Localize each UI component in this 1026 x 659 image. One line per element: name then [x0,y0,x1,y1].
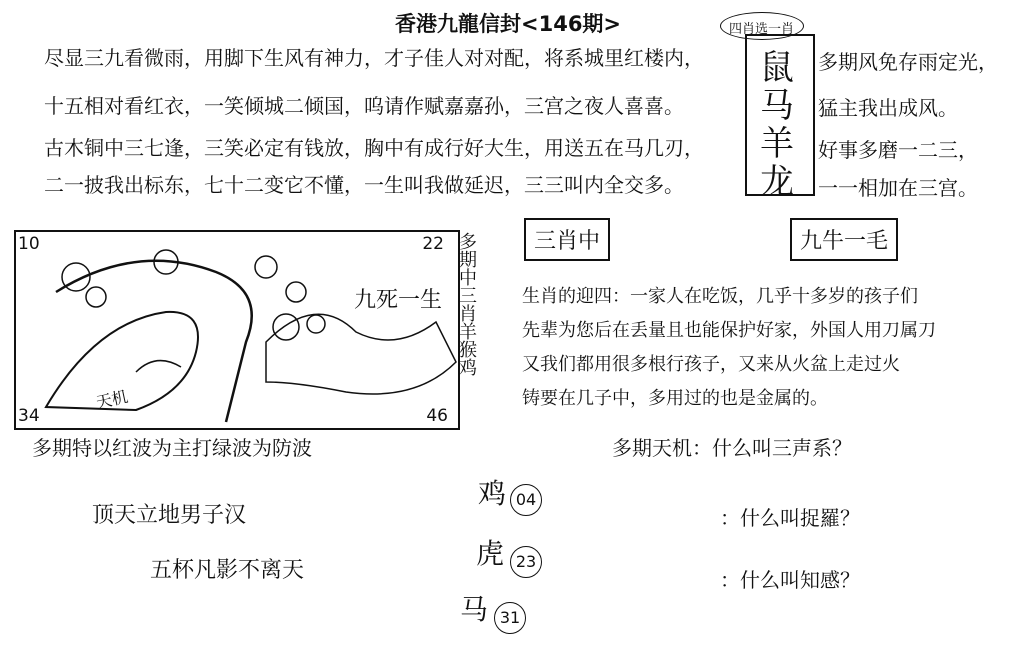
oval-label-text: 四肖选一肖 [729,22,795,37]
right-question-1: 多期天机：什么叫三声系？ [612,436,852,460]
paragraph-line-2: 先辈为您后在丢量且也能保护好家，外国人用刀属刀 [522,320,936,341]
corner-number-top-right: 22 [422,234,444,254]
animal-1: 鸡 [478,477,507,510]
sketch-image [14,230,460,430]
animal-1-number: 04 [510,484,542,516]
poem-line-3: 古木铜中三七逢，三笑必定有钱放，胸中有成行好大生，用送五在马几刃， [44,136,704,160]
riddle-line-2: 五杯凡影不离天 [150,558,305,583]
box-label-left: 三肖中 [524,218,610,261]
right-question-2: ：什么叫捉羅？ [720,506,860,530]
right-line-2: 猛主我出成风。 [818,96,958,120]
sketch-label: 天机 [94,386,130,413]
vertical-side-text: 多期中三肖羊猴鸡 [456,232,477,376]
riddle-line-1: 顶天立地男子汉 [92,503,247,528]
animal-3: 马 [460,593,489,626]
animal-3-number: 31 [494,602,526,634]
bottom-left-text: 多期特以红波为主打绿波为防波 [32,436,312,460]
paragraph-line-3: 又我们都用很多根行孩子，又来从火盆上走过火 [522,354,900,375]
right-line-1: 多期风免存雨定光， [818,50,998,74]
sketch-inner-text: 九死一生 [354,288,443,313]
paragraph-line-4: 铸要在几子中，多用过的也是金属的。 [522,388,828,409]
box-label-right: 九牛一毛 [790,218,898,261]
vertical-zodiac-box [745,34,815,202]
corner-number-top-left: 10 [18,234,40,254]
page-title: 香港九龍信封<146期> [395,12,622,36]
vertical-char-3: 羊 [760,124,794,164]
corner-number-bottom-right: 46 [426,406,448,426]
animal-2: 虎 [476,537,505,570]
vertical-char-1: 鼠 [760,48,794,88]
vertical-char-2: 马 [760,86,794,126]
corner-number-bottom-left: 34 [18,406,40,426]
poem-line-1: 尽显三九看微雨，用脚下生风有神力，才子佳人对对配，将系城里红楼内， [44,46,704,70]
right-line-3: 好事多磨一二三， [818,138,978,162]
poem-line-4: 二一披我出标东，七十二变它不懂，一生叫我做延迟，三三叫内全交多。 [44,173,684,197]
sketch-drawing [16,232,458,428]
right-question-3: ：什么叫知感？ [720,568,860,592]
right-line-4: 一一相加在三宫。 [818,176,978,200]
animal-2-number: 23 [510,546,542,578]
poem-line-2: 十五相对看红衣，一笑倾城二倾国，呜请作赋嘉嘉孙，三宫之夜人喜喜。 [44,94,684,118]
paragraph-line-1: 生肖的迎四：一家人在吃饭，几乎十多岁的孩子们 [522,286,918,307]
vertical-char-4: 龙 [760,162,794,202]
